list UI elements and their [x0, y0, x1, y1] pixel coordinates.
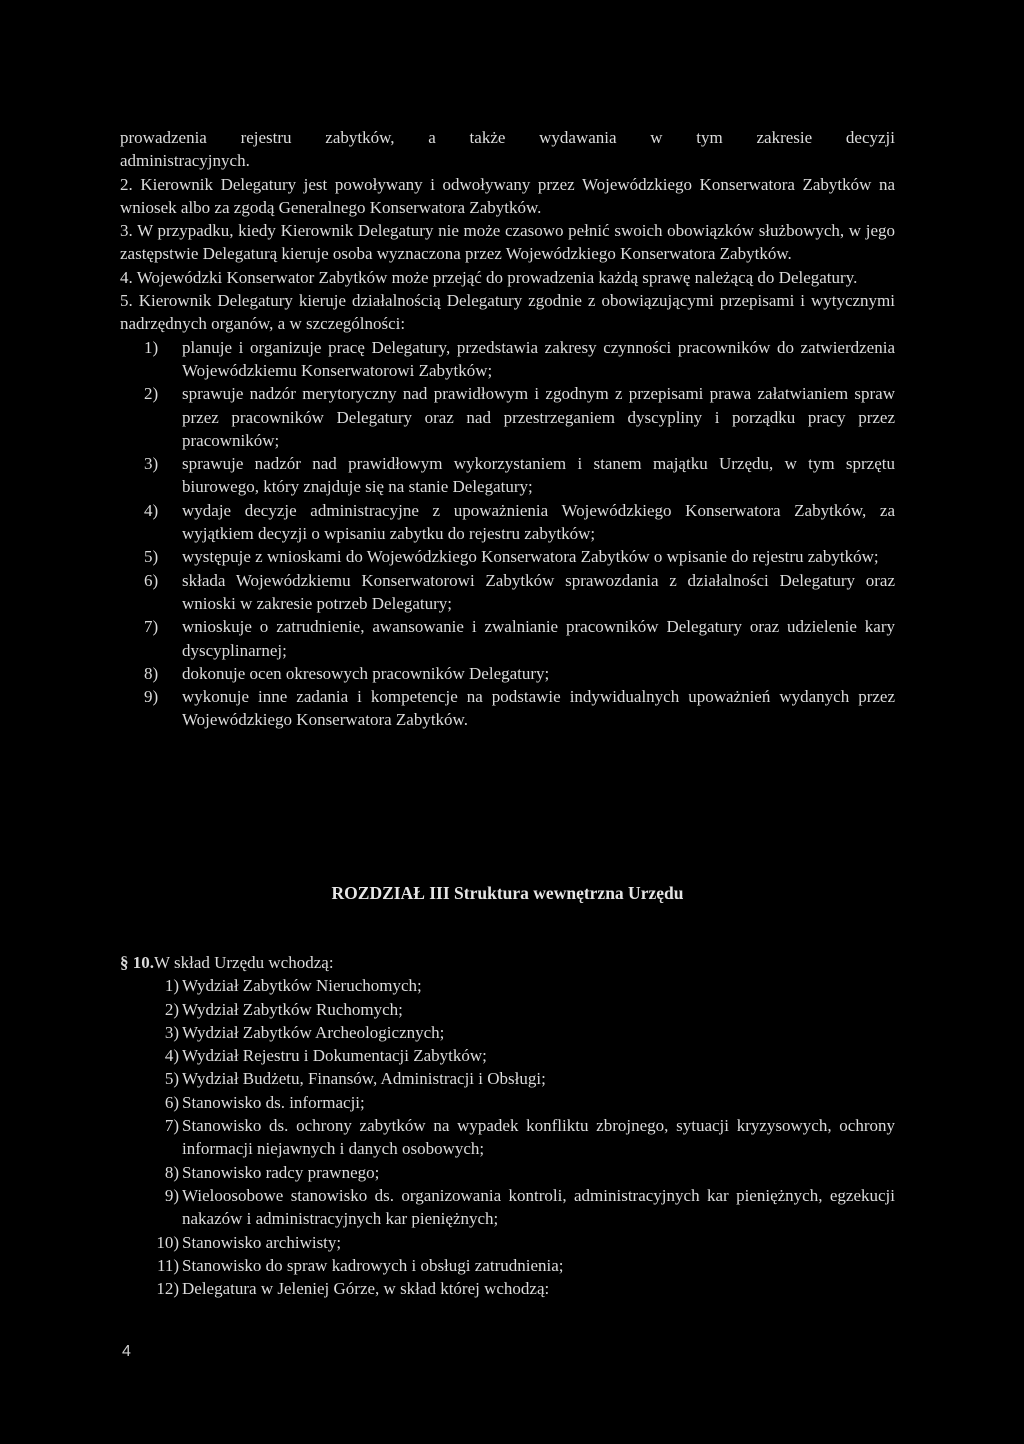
paragraph-continuation-end: administracyjnych.	[120, 151, 250, 171]
list-item-text: sprawuje nadzór merytoryczny nad prawidłowym i zgodnym z przepisami prawa załatwianiem spraw przez pracowników Delegatury oraz nad przestrzeganiem dyscypliny i porządku pracy przez pracowników;	[182, 384, 895, 450]
list-item-number: 11)	[156, 1255, 179, 1275]
list-item-number: 2)	[144, 384, 159, 404]
list-item	[120, 382, 895, 452]
list-item	[120, 452, 895, 499]
list-item-number: 6)	[164, 1092, 179, 1112]
list-item-number: 1)	[164, 976, 179, 996]
list-item-number: 4)	[144, 500, 159, 520]
list-item-text: Wydział Budżetu, Finansów, Administracji i Obsługi;	[182, 1069, 546, 1089]
list-item-number: 3)	[164, 1022, 179, 1042]
list-item-text: planuje i organizuje pracę Delegatury, przedstawia zakresy czynności pracowników do zatwierdzenia Wojewódzkiemu Konserwatorowi Zabytków;	[182, 337, 895, 380]
document-body	[120, 126, 895, 732]
list-item	[120, 1091, 895, 1114]
list-item-text: wydaje decyzje administracyjne z upoważnienia Wojewódzkiego Konserwatora Zabytków, za wyjątkiem decyzji o wpisaniu zabytku do rejestru zabytków;	[182, 500, 895, 544]
list-item	[120, 569, 895, 616]
list-item-number: 5)	[144, 547, 159, 567]
chapter-heading: ROZDZIAŁ III Struktura wewnętrzna Urzędu	[331, 883, 684, 903]
list-item-number: 3)	[144, 454, 159, 474]
list-item-number: 9)	[164, 1185, 179, 1205]
list-item-number: 2)	[164, 999, 179, 1019]
list-item-text: dokonuje ocen okresowych pracowników Delegatury;	[182, 663, 550, 683]
list-item-text: Stanowisko ds. informacji;	[182, 1092, 365, 1112]
list-item-text: sprawuje nadzór nad prawidłowym wykorzystaniem i stanem majątku Urzędu, w tym sprzętu biurowego, który znajduje się na stanie Delegatury;	[182, 454, 895, 497]
list-item-text: Stanowisko archiwisty;	[182, 1232, 342, 1252]
list-item-text: Stanowisko radcy prawnego;	[182, 1162, 380, 1182]
list-item-number: 12)	[156, 1279, 179, 1299]
paragraph-5: 5. Kierownik Delegatury kieruje działalnością Delegatury zgodnie z obowiązującymi przepisami i wytycznymi nadrzędnych organów, a w szczególności:	[120, 291, 895, 334]
list-item-text: Wydział Zabytków Nieruchomych;	[182, 976, 422, 996]
list-item-text: Wydział Zabytków Ruchomych;	[182, 999, 403, 1019]
list-item-number: 7)	[144, 617, 159, 637]
list-item-number: 7)	[164, 1116, 179, 1136]
list-item	[120, 974, 895, 997]
list-item-number: 9)	[144, 687, 159, 707]
paragraph-4: 4. Wojewódzki Konserwator Zabytków może przejąć do prowadzenia każdą sprawę należącą do Delegatury.	[120, 267, 858, 287]
list-item-number: 6)	[144, 570, 159, 590]
units-list	[120, 974, 895, 1300]
page-number: 4	[122, 1343, 131, 1360]
duties-list	[120, 336, 895, 732]
list-item	[120, 998, 895, 1021]
list-item	[120, 662, 895, 685]
section-10-lead	[120, 951, 895, 974]
section-10-mark: § 10.	[120, 953, 154, 972]
list-item	[120, 336, 895, 383]
list-item-number: 1)	[144, 337, 159, 357]
list-item	[120, 1277, 895, 1300]
list-item-number: 5)	[164, 1069, 179, 1089]
list-item	[120, 1067, 895, 1090]
list-item	[120, 1231, 895, 1254]
paragraph-continuation-line: prowadzenia rejestru zabytków, a także wydawania w tym zakresie decyzji	[120, 128, 895, 147]
list-item-number: 8)	[164, 1162, 179, 1182]
list-item-number: 4)	[164, 1046, 179, 1066]
list-item-text: Delegatura w Jeleniej Górze, w skład której wchodzą:	[182, 1279, 550, 1299]
list-item	[120, 1114, 895, 1161]
list-item	[120, 615, 895, 662]
list-item	[120, 1044, 895, 1067]
list-item-text: Stanowisko do spraw kadrowych i obsługi zatrudnienia;	[182, 1255, 564, 1275]
list-item-text: Stanowisko ds. ochrony zabytków na wypadek konfliktu zbrojnego, sytuacji kryzysowych, ochrony informacji niejawnych i danych osobowych;	[182, 1116, 895, 1159]
list-item	[120, 1254, 895, 1277]
section-10-lead-text: W skład Urzędu wchodzą:	[154, 953, 334, 972]
list-item	[120, 685, 895, 732]
list-item-text: wnioskuje o zatrudnienie, awansowanie i zwalnianie pracowników Delegatury oraz udzielenie kary dyscyplinarnej;	[182, 617, 895, 660]
section-10	[120, 951, 895, 1300]
list-item-text: Wydział Rejestru i Dokumentacji Zabytków;	[182, 1046, 487, 1066]
paragraph-2: 2. Kierownik Delegatury jest powoływany i odwoływany przez Wojewódzkiego Konserwatora Zabytków na wniosek albo za zgodą Generalnego Konserwatora Zabytków.	[120, 174, 895, 217]
list-item	[120, 1161, 895, 1184]
list-item-text: Wydział Zabytków Archeologicznych;	[182, 1022, 445, 1042]
list-item-text: wykonuje inne zadania i kompetencje na podstawie indywidualnych upoważnień wydanych przez Wojewódzkiego Konserwatora Zabytków.	[182, 687, 895, 730]
list-item-text: składa Wojewódzkiemu Konserwatorowi Zabytków sprawozdania z działalności Delegatury oraz wnioski w zakresie potrzeb Delegatury;	[182, 570, 895, 613]
list-item	[120, 499, 895, 546]
list-item	[120, 1184, 895, 1231]
list-item-text: występuje z wnioskami do Wojewódzkiego Konserwatora Zabytków o wpisanie do rejestru zabytków;	[182, 547, 879, 567]
list-item-number: 8)	[144, 663, 159, 683]
list-item-text: Wieloosobowe stanowisko ds. organizowania kontroli, administracyjnych kar pieniężnych, egzekucji nakazów i administracyjnych kar pieniężnych;	[182, 1185, 895, 1229]
list-item	[120, 1021, 895, 1044]
list-item-number: 10)	[156, 1232, 179, 1252]
paragraph-3: 3. W przypadku, kiedy Kierownik Delegatury nie może czasowo pełnić swoich obowiązków służbowych, w jego zastępstwie Delegaturą kieruje osoba wyznaczona przez Wojewódzkiego Konserwatora Zabytków.	[120, 221, 895, 264]
list-item	[120, 545, 895, 568]
